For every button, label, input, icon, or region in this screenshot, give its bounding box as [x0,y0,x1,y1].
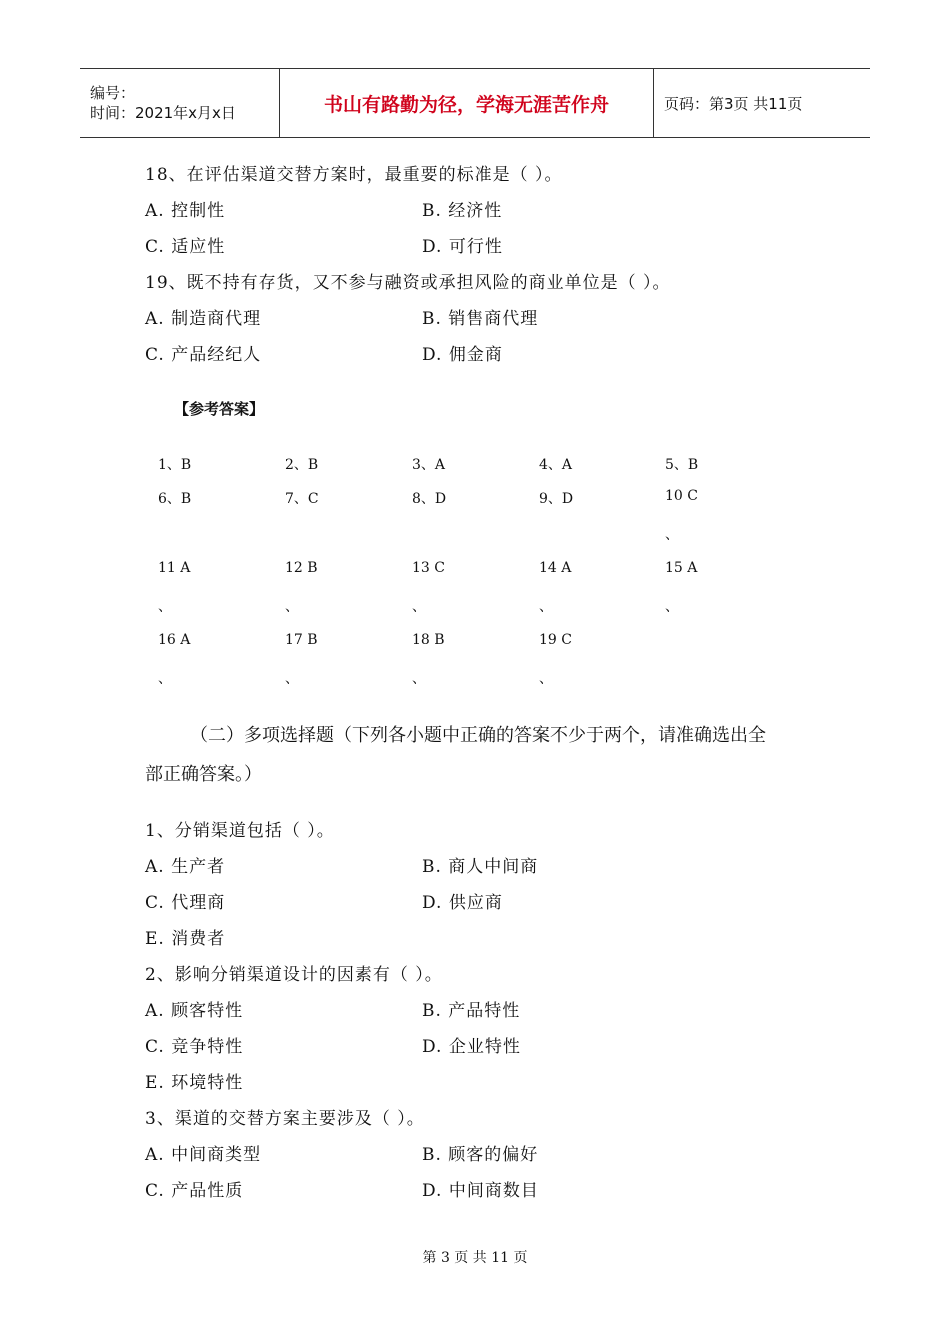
multi-option-1-b: B. 商人中间商 [422,857,539,877]
answer-item: 19 C [539,632,572,648]
answer-item-punct: 、 [285,671,299,687]
answer-item: 11 A [158,560,191,576]
page-footer: 第 3 页 共 11 页 [422,1250,528,1266]
multi-option-2-a: A. 顾客特性 [145,1001,244,1021]
answers-title: 【参考答案】 [174,400,265,418]
header-page-info [654,69,870,137]
multi-option-2-e: E. 环境特性 [145,1073,244,1093]
page-header [80,68,870,138]
multi-option-3-a: A. 中间商类型 [145,1145,262,1165]
answer-item: 10 C [665,488,698,504]
multi-option-3-c: C. 产品性质 [145,1181,244,1201]
answer-item: 2、B [285,457,319,473]
multi-option-2-b: B. 产品特性 [422,1001,521,1021]
multi-option-3-d: D. 中间商数目 [422,1181,539,1201]
code-label: 编号： [90,84,136,102]
multi-section-title-2: 部正确答案。） [145,764,262,785]
question-18: 18、在评估渠道交替方案时，最重要的标准是（ ）。 [145,165,563,185]
answer-item: 16 A [158,632,191,648]
multi-section-title-1: （二）多项选择题（下列各小题中正确的答案不少于两个，请准确选出全 [190,725,766,746]
multi-option-1-d: D. 供应商 [422,893,503,913]
multi-option-2-c: C. 竞争特性 [145,1037,244,1057]
answer-item-punct: 、 [158,599,172,615]
option-18-b: B. 经济性 [422,201,503,221]
answer-item-punct: 、 [539,671,553,687]
header-motto [280,69,654,137]
option-18-a: A. 控制性 [145,201,226,221]
option-19-b: B. 销售商代理 [422,309,539,329]
motto-text: 书山有路勤为径，学海无涯苦作舟 [323,93,609,116]
answer-item: 1、B [158,457,192,473]
option-19-c: C. 产品经纪人 [145,345,262,365]
answer-item: 14 A [539,560,572,576]
answer-item: 3、A [412,457,446,473]
question-19: 19、既不持有存货，又不参与融资或承担风险的商业单位是（ ）。 [145,273,671,293]
multi-option-1-e: E. 消费者 [145,929,226,949]
multi-option-2-d: D. 企业特性 [422,1037,521,1057]
answer-item-punct: 、 [412,599,426,615]
option-19-a: A. 制造商代理 [145,309,262,329]
multi-question-1: 1、分销渠道包括（ ）。 [145,821,335,841]
answer-item: 4、A [539,457,573,473]
answer-item: 12 B [285,560,318,576]
answer-item: 17 B [285,632,318,648]
option-19-d: D. 佣金商 [422,345,503,365]
answer-item: 9、D [539,491,574,507]
multi-question-2: 2、影响分销渠道设计的因素有（ ）。 [145,965,443,985]
multi-option-1-a: A. 生产者 [145,857,226,877]
multi-option-3-b: B. 顾客的偏好 [422,1145,539,1165]
multi-option-1-c: C. 代理商 [145,893,226,913]
header-left [80,69,280,137]
answer-item-punct: 、 [285,599,299,615]
answer-item-punct: 、 [665,599,679,615]
answer-item: 8、D [412,491,447,507]
answer-item-punct: 、 [539,599,553,615]
answer-item: 18 B [412,632,445,648]
answer-item-punct: 、 [412,671,426,687]
answer-item-punct: 、 [158,671,172,687]
answer-item: 5、B [665,457,699,473]
option-18-d: D. 可行性 [422,237,503,257]
answer-item: 6、B [158,491,192,507]
multi-question-3: 3、渠道的交替方案主要涉及（ ）。 [145,1109,425,1129]
option-18-c: C. 适应性 [145,237,226,257]
page-info-text: 页码：第3页 共11页 [664,94,803,113]
answer-item: 7、C [285,491,319,507]
answer-item: 13 C [412,560,445,576]
answer-item-punct: 、 [665,527,679,543]
answer-item: 15 A [665,560,698,576]
time-label: 时间：2021年x月x日 [90,104,236,122]
